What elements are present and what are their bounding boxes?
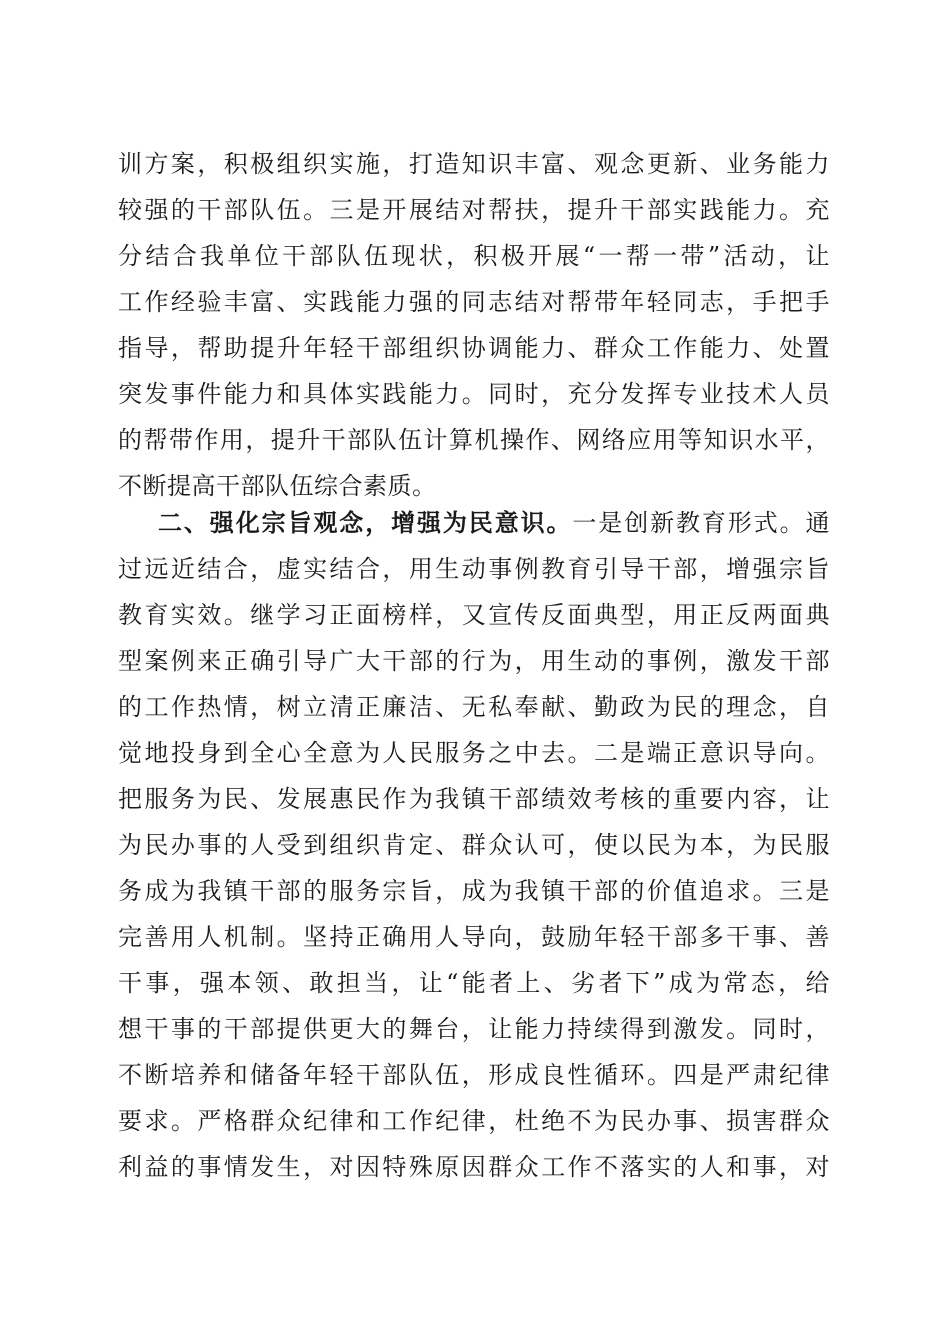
paragraph-line: 工作经验丰富、实践能力强的同志结对帮带年轻同志，手把手 (118, 288, 830, 316)
paragraph-line: 训方案，积极组织实施，打造知识丰富、观念更新、业务能力 (118, 150, 830, 178)
paragraph-line: 较强的干部队伍。三是开展结对帮扶，提升干部实践能力。充 (118, 196, 830, 224)
paragraph-line: 要求。严格群众纪律和工作纪律，杜绝不为民办事、损害群众 (118, 1107, 830, 1135)
paragraph-first-line (118, 500, 830, 546)
section-heading: 二、强化宗旨观念，增强为民意识。 (158, 509, 573, 537)
paragraph-2 (118, 500, 830, 1190)
paragraph-line: 的帮带作用，提升干部队伍计算机操作、网络应用等知识水平， (118, 426, 830, 454)
paragraph-line: 教育实效。继学习正面榜样，又宣传反面典型，用正反两面典 (118, 601, 830, 629)
paragraph-line: 分结合我单位干部队伍现状，积极开展“一帮一带”活动，让 (118, 242, 830, 270)
paragraph-line: 为民办事的人受到组织肯定、群众认可，使以民为本，为民服 (118, 831, 830, 859)
paragraph-line: 把服务为民、发展惠民作为我镇干部绩效考核的重要内容，让 (118, 785, 830, 813)
paragraph-line: 觉地投身到全心全意为人民服务之中去。二是端正意识导向。 (118, 739, 830, 767)
paragraph-line: 突发事件能力和具体实践能力。同时，充分发挥专业技术人员 (118, 380, 830, 408)
paragraph-line: 想干事的干部提供更大的舞台，让能力持续得到激发。同时， (118, 1015, 830, 1043)
paragraph-line-rest: 一是创新教育形式。通 (572, 509, 831, 537)
paragraph-1 (118, 141, 830, 509)
paragraph-line: 过远近结合，虚实结合，用生动事例教育引导干部，增强宗旨 (118, 555, 830, 583)
paragraph-line: 务成为我镇干部的服务宗旨，成为我镇干部的价值追求。三是 (118, 877, 830, 905)
paragraph-line: 干事，强本领、敢担当，让“能者上、劣者下”成为常态，给 (118, 969, 830, 997)
paragraph-line: 不断培养和储备年轻干部队伍，形成良性循环。四是严肃纪律 (118, 1061, 830, 1089)
paragraph-line: 的工作热情，树立清正廉洁、无私奉献、勤政为民的理念，自 (118, 693, 830, 721)
paragraph-line: 完善用人机制。坚持正确用人导向，鼓励年轻干部多干事、善 (118, 923, 830, 951)
paragraph-line: 指导，帮助提升年轻干部组织协调能力、群众工作能力、处置 (118, 334, 830, 362)
paragraph-line: 利益的事情发生，对因特殊原因群众工作不落实的人和事，对 (118, 1153, 830, 1181)
paragraph-line: 型案例来正确引导广大干部的行为，用生动的事例，激发干部 (118, 647, 830, 675)
paragraph-line: 不断提高干部队伍综合素质。 (118, 472, 437, 500)
